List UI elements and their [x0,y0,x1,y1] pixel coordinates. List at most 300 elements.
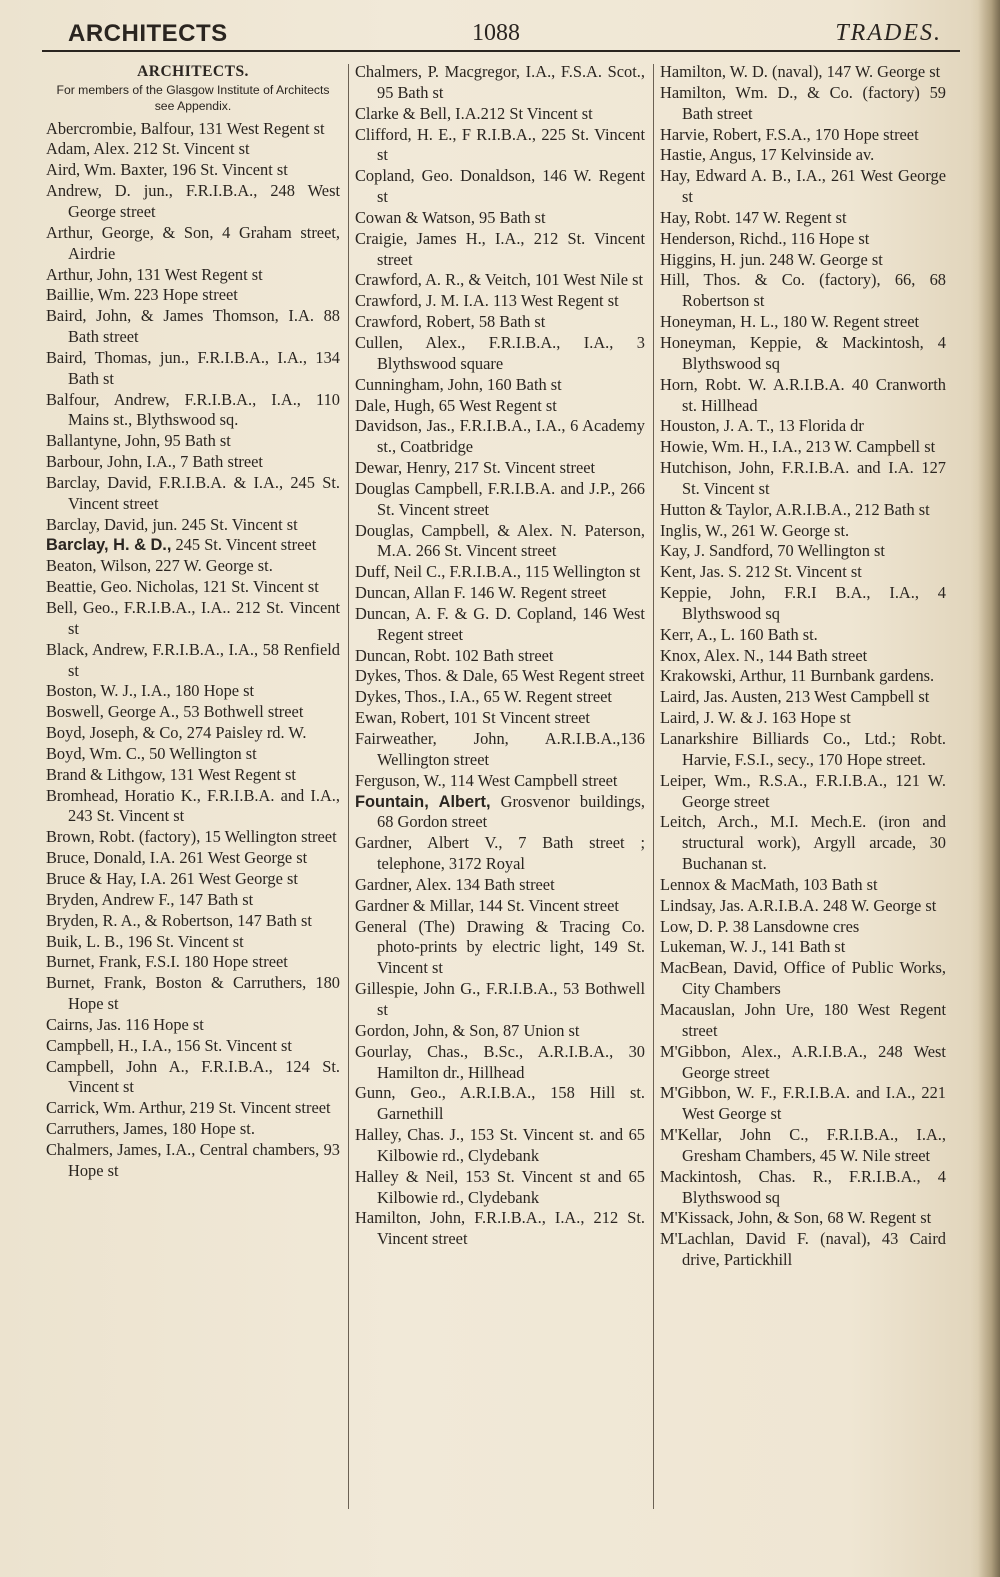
entry-name: Krakowski, Arthur, [660,666,787,686]
entry-name: Davidson, Jas., F.R.I.B.A., I.A., [355,416,566,436]
entry-address: 110 Mains st., Blythswood sq. [68,389,340,430]
directory-entry [46,1098,340,1119]
page-number: 1088 [472,20,520,46]
entry-address: 121 W. George street [682,770,946,811]
entry-name: Douglas, Campbell, & Alex. N. Paterson, M.A. [355,520,645,561]
entry-address: 212 St. Vincent st [68,598,340,638]
entry-address: 58 Bath st [474,312,546,332]
entry-name: M'Lachlan, David F. (naval), [660,1229,871,1249]
directory-entry [46,1036,340,1057]
directory-entry [46,869,340,890]
entry-address: 53 Bothwell st [377,979,645,1019]
entry-name: Boyd, Joseph, & Co, [46,723,183,743]
entry-address: 261 West George st [175,848,308,868]
entry-name: Bryden, Andrew F., [46,889,175,909]
directory-entry [660,208,946,229]
entry-name: Hamilton, W. D. (naval), [660,62,823,81]
entry-name: Hamilton, John, F.R.I.B.A., I.A., [355,1208,585,1228]
directory-entry [660,666,946,687]
entry-address: 40 Cranworth st. Hillhead [682,374,946,415]
entry-name: Dykes, Thos., I.A., [355,687,480,707]
entry-address: 3 Blythswood square [377,332,645,373]
entry-name: Barbour, John, I.A., [46,452,176,472]
directory-entry [355,229,645,271]
entry-address: 59 Bath street [682,82,946,123]
entry-name: M'Kissack, John, & Son, [660,1208,824,1228]
entry-address: 66, 68 Robertson st [682,270,947,311]
directory-entry [46,535,340,556]
directory-entry [46,932,340,953]
directory-entry [660,521,946,542]
entry-name: Bruce & Hay, I.A. [46,868,167,888]
entry-name: Carrick, Wm. Arthur, [46,1098,186,1118]
entry-name: Fairweather, John, A.R.I.B.A., [355,729,621,748]
entry-address: 116 Hope st [786,228,870,248]
entry-name: Hill, Thos. & Co. (factory), [660,270,881,290]
directory-entry [355,416,645,458]
directory-entry [660,729,946,771]
directory-entry [46,452,340,473]
directory-entry [355,729,645,771]
entry-name: Hastie, Angus, [660,145,757,165]
entry-address: 266 St. Vincent street [377,478,645,519]
column-divider [653,64,654,1509]
entry-address: 88 Bath street [68,306,340,347]
entry-name: Horn, Robt. W. A.R.I.B.A. [660,374,845,394]
entry-address: 245 St. Vincent street [68,472,340,513]
entry-name: Burnet, Frank, F.S.I. [46,952,180,972]
entry-address: 103 Bath st [798,874,878,894]
running-head-section: ARCHITECTS [68,20,228,47]
entry-name: Kay, J. Sandford, [660,541,774,561]
entry-name: Baird, Thomas, jun., F.R.I.B.A., I.A., [46,347,307,367]
directory-entry [355,604,645,646]
entry-address: 116 Hope st [121,1014,204,1034]
directory-entry [355,479,645,521]
directory-entry [46,973,340,1015]
entry-address: 6 Academy st., Coatbridge [377,416,645,457]
entry-name: Higgins, H. jun. [660,249,766,269]
entry-address: 158 Hill st. Garnethill [377,1083,645,1124]
entry-name: Gordon, John, & Son, [355,1020,499,1040]
entry-address: 101 West Nile st [530,270,644,290]
directory-entry [660,541,946,562]
entry-address: 180 Hope st [68,973,340,1014]
directory-entry [660,1083,946,1125]
entry-name: Houston, J. A. T., [660,416,775,436]
entry-name: Beattie, Geo. Nicholas, [46,577,199,597]
entry-address: 245 St. Vincent st [177,514,298,534]
directory-entry [355,458,645,479]
entry-address: 4 Graham street, Airdrie [68,222,341,263]
entry-address: 131 West Regent st [194,118,325,138]
directory-entry [46,265,340,286]
directory-entry [46,1140,340,1182]
entry-name: Boyd, Wm. C., [46,743,145,763]
entry-address: 4 Blythswood sq [682,583,947,623]
entry-address: 38 Lansdowne cres [728,916,860,936]
column-divider [348,64,349,1509]
directory-entry [46,473,340,515]
entry-address: 43 Caird drive, Partickhill [682,1229,946,1270]
entry-name: Knox, Alex. N., [660,645,764,665]
entry-name: Clifford, H. E., F R.I.B.A., [355,124,536,144]
directory-entry [46,139,340,160]
directory-entry [660,333,946,375]
directory-entry [355,208,645,229]
entry-address: 248 West George street [68,181,340,221]
entry-address: 160 Bath st [482,374,562,394]
entry-name: Ballantyne, John, [46,431,161,451]
entry-address: 266 St. Vincent street [411,541,557,561]
directory-entry [660,812,946,875]
directory-entry [660,250,946,271]
directory-entry [660,62,946,83]
directory-entry [355,1021,645,1042]
directory-entry [355,1208,645,1250]
directory-entry [46,640,340,682]
entry-address: 7 Bath street ; telephone, 3172 Royal [377,833,646,874]
directory-entry [355,62,645,104]
entry-name: Bromhead, Horatio K., F.R.I.B.A. and I.A., [46,785,340,805]
entry-address: 68 W. Regent st [823,1208,932,1228]
directory-entry [46,848,340,869]
entry-address: 227 W. George st. [151,556,273,576]
entry-name: Leitch, Arch., M.I. Mech.E. (iron and structural work), [660,812,946,853]
section-title: ARCHITECTS. [137,63,249,80]
entry-name: Adam, Alex. [46,139,130,159]
entry-address: 113 West Regent st [488,291,619,311]
entry-name: Hay, Robt. [660,207,731,227]
page-header [42,16,960,50]
entry-name: Cunningham, John, [355,374,483,394]
directory-entry [660,917,946,938]
entry-name: Lennox & MacMath, [660,874,799,894]
directory-entry [46,744,340,765]
entry-address: 261 W. George st. [727,520,850,540]
entry-name: Baillie, Wm. [46,285,130,305]
entry-address: 261 West George st [166,868,298,888]
entry-address: 147 W. Regent st [730,207,847,227]
directory-entry [660,83,946,125]
entry-address: 212 St. Vincent street [377,228,645,269]
entry-name: Halley, Chas. J., [355,1125,465,1145]
entry-name: Gardner, Albert V., [355,833,503,853]
entry-address: 163 Hope st [767,708,851,728]
entry-name: Cullen, Alex., F.R.I.B.A., I.A., [355,332,614,352]
entry-name: Howie, Wm. H., I.A., [660,437,802,457]
entry-name: Cowan & Watson, [355,207,475,227]
entry-name: Henderson, Richd., [660,228,787,248]
entry-address: 146 West Regent street [377,603,645,644]
entry-address: 180 Hope st [170,681,255,701]
entry-address: 147 Bath st [233,910,312,930]
entry-address: 87 Union st [498,1020,580,1040]
entry-name: Douglas Campbell, F.R.I.B.A. and J.P., [355,478,616,498]
entry-name: Bryden, R. A., & Robertson, [46,910,234,930]
directory-entry [355,1125,645,1167]
entry-name: Baird, John, & James Thomson, I.A. [46,306,314,326]
entry-name: Barclay, David, F.R.I.B.A. & I.A., [46,472,284,492]
entry-address: 124 St. Vincent st [68,1056,340,1097]
directory-entry [46,390,340,432]
entry-address: 156 St. Vincent st [171,1035,292,1055]
entry-name: Campbell, H., I.A., [46,1035,172,1055]
entry-name: Buik, L. B., [46,931,124,951]
entry-address: 213 W. Campbell st [801,437,936,457]
entry-name: Laird, Jas. Austen, [660,687,782,707]
directory-entry [660,646,946,667]
entry-address: 13 Florida dr [774,416,864,436]
entry-address: 223 Hope street [129,285,238,305]
directory-entry [46,348,340,390]
entry-name: Arthur, John, [46,264,133,284]
entry-address: 180 Hope st. [167,1119,255,1139]
entry-name: Dewar, Henry, [355,458,451,478]
entry-name: Barclay, H. & D., [46,536,172,555]
entry-address: 212 St Vincent st [480,103,593,123]
directory-entry [660,875,946,896]
directory-entry [46,786,340,828]
entry-address: 70 Wellington st [773,541,885,561]
entry-name: Keppie, John, F.R.I B.A., I.A., [660,583,919,603]
directory-entry [46,223,340,265]
entry-address: 225 St. Vincent st [377,124,646,165]
directory-entry [660,583,946,625]
entry-address: 102 Bath street [450,645,554,665]
entry-name: Bell, Geo., F.R.I.B.A., I.A.. [46,598,231,617]
entry-name: Inglis, W., [660,520,728,540]
entry-name: Kent, Jas. S. [660,562,742,582]
directory-entry [355,270,645,291]
section-note: For members of the Glasgow Institute of Architects see Appendix. [56,83,330,114]
entry-address: 212 St. Vincent st [741,562,862,582]
entry-name: Lukeman, W. J., [660,937,767,957]
entry-name: Burnet, Frank, Boston & Carruthers, [46,973,307,993]
running-head-category: TRADES. [835,20,942,46]
entry-name: M'Gibbon, Alex., A.R.I.B.A., [660,1041,867,1061]
entry-address: 146 W. Regent street [465,583,607,603]
entry-name: Bruce, Donald, I.A. [46,848,176,868]
entry-name: Cairns, Jas. [46,1014,122,1034]
entry-name: Copland, Geo. Donaldson, [355,166,536,186]
directory-entry [46,723,340,744]
entry-address: 58 Renfield st [68,639,340,680]
entry-address: 170 Hope street [810,124,919,144]
directory-entry [660,166,946,208]
entry-address: 4 Blythswood sq [682,1166,946,1207]
entry-address: 274 Paisley rd. W. [182,723,307,743]
entry-name: Craigie, James H., I.A., [355,228,525,248]
entry-name: Hamilton, Wm. D., & Co. (factory) [660,82,920,102]
entry-name: M'Gibbon, W. F., F.R.I.B.A. and I.A., [660,1083,916,1103]
entry-address: 141 Bath st [766,937,846,957]
entry-address: 212 St. Vincent street [377,1208,645,1249]
directory-entry [660,500,946,521]
directory-entry [46,1057,340,1099]
column-1 [46,62,340,1562]
directory-entry [355,875,645,896]
entry-name: Honeyman, Keppie, & Mackintosh, [660,332,924,352]
entry-address: 131 West Regent st [132,264,263,284]
directory-entry [660,625,946,646]
entry-list [46,119,340,1182]
entry-name: Clarke & Bell, I.A. [355,103,481,123]
entry-address: 131 West Regent st [165,764,296,784]
entry-address: 65 West Regent st [434,395,557,415]
entry-name: Chalmers, James, I.A., [46,1139,196,1159]
directory-entry [660,1229,946,1271]
directory-entry [355,375,645,396]
entry-address: 248 W. George st [765,249,883,269]
entry-address: 217 St. Vincent street [450,458,596,478]
directory-entry [355,792,645,834]
entry-name: Boswell, George A., [46,702,180,722]
entry-name: Gourlay, Chas., B.Sc., A.R.I.B.A., [355,1041,614,1061]
directory-entry [355,1167,645,1209]
entry-address: 243 St. Vincent st [68,806,185,826]
entry-address: 248 West George street [682,1041,946,1082]
entry-name: Ferguson, W., [355,770,446,790]
entry-name: Aird, Wm. Baxter, [46,160,168,180]
directory-entry [46,160,340,181]
directory-entry [660,562,946,583]
entry-address: 196 St. Vincent st [123,931,244,951]
entry-address: 95 Bath st [160,431,231,451]
directory-entry [355,125,645,167]
entry-name: Crawford, J. M. I.A. [355,291,489,311]
entry-address: 196 St. Vincent st [167,160,288,180]
directory-entry [660,229,946,250]
entry-name: Duncan, Robt. [355,645,451,665]
entry-address: 17 Kelvinside av. [756,145,875,165]
directory-entry [355,1083,645,1125]
entry-name: Duff, Neil C., F.R.I.B.A., [355,562,521,582]
entry-name: Abercrombie, Balfour, [46,118,195,138]
entry-address: 248 W. George st [818,895,937,915]
directory-entry [660,416,946,437]
entry-name: Brown, Robt. (factory), [46,827,201,847]
directory-entry [46,577,340,598]
book-spine-shadow [978,0,1000,1577]
entry-name: Boston, W. J., I.A., [46,681,171,701]
entry-address: 114 West Campbell street [445,770,618,790]
entry-name: Gardner & Millar, [355,895,475,915]
directory-entry [355,166,645,208]
directory-entry [660,1042,946,1084]
directory-entry [355,562,645,583]
entry-name: Chalmers, P. Macgregor, I.A., F.S.A. Scot., [355,62,645,81]
directory-entry [355,646,645,667]
directory-entry [660,270,946,312]
entry-address: Gresham Chambers, 45 W. Nile street [682,1145,931,1165]
entry-name: Laird, J. W. & J. [660,708,768,728]
directory-entry [46,556,340,577]
directory-entry [660,437,946,458]
entry-address: City Chambers [682,979,781,999]
entry-address: 147 Bath st [174,889,254,909]
entry-address: 160 Bath st. [734,624,818,644]
entry-name: Kerr, A., L. [660,624,735,644]
directory-entry [46,306,340,348]
entry-name: Brand & Lithgow, [46,764,166,784]
entry-address: 121 St. Vincent st [198,577,319,597]
directory-entry [660,1208,946,1229]
entry-name: Dale, Hugh, [355,395,435,415]
entry-name: Balfour, Andrew, F.R.I.B.A., I.A., [46,389,301,409]
entry-list [355,62,645,1250]
entry-name: Hutton & Taylor, A.R.I.B.A., [660,499,851,519]
directory-entry [660,458,946,500]
entry-name: Macauslan, John Ure, [660,999,815,1019]
entry-address: 180 W. Regent street [778,312,920,332]
entry-name: Honeyman, H. L., [660,312,779,332]
directory-entry [46,119,340,140]
directory-entry [355,312,645,333]
entry-address: 95 Bath st [377,82,444,102]
directory-entry [46,911,340,932]
directory-entry [355,396,645,417]
entry-address: 11 Burnbank gardens. [786,666,935,686]
entry-address: 219 St. Vincent street [185,1098,331,1118]
entry-name: Gunn, Geo., A.R.I.B.A., [355,1083,536,1103]
entry-address: 153 St. Vincent st. and 65 Kilbowie rd., Clydebank [377,1125,645,1165]
entry-address: 127 St. Vincent st [682,458,946,498]
entry-name: Duncan, A. F. & G. D. Copland, [355,603,577,623]
entry-address: 213 West Campbell st [781,687,930,707]
directory-entry [355,833,645,875]
entry-name: Dykes, Thos. & Dale, [355,666,498,686]
entry-address: 101 St Vincent street [449,708,590,728]
directory-entry [46,827,340,848]
column-2 [355,62,645,1562]
entry-address: 212 Bath st [850,499,930,519]
directory-entry [660,1167,946,1209]
entry-address: 15 Wellington street [200,827,337,847]
directory-entry [355,896,645,917]
directory-entry [46,765,340,786]
directory-entry [660,771,946,813]
entry-name: Andrew, D. jun., F.R.I.B.A., [46,181,258,201]
entry-name: General (The) Drawing & Tracing Co. [355,916,645,936]
entry-address: 7 Bath street [176,452,263,472]
entry-address: 147 W. George st [822,62,941,81]
directory-entry [355,979,645,1021]
entry-address: 53 Bothwell street [179,702,304,722]
directory-entry [660,375,946,417]
entry-address: 95 Bath st [474,207,546,227]
directory-entry [355,583,645,604]
entry-name: Crawford, Robert, [355,312,475,332]
entry-address: 261 West George st [682,166,946,207]
directory-entry [46,1119,340,1140]
directory-entry [46,890,340,911]
column-3 [660,62,946,1562]
entry-address: 4 Blythswood sq [682,332,946,373]
entry-address: 115 Wellington st [520,562,641,582]
directory-entry [355,291,645,312]
entry-name: Hay, Edward A. B., I.A., [660,166,826,186]
entry-name: Lanarkshire Billiards Co., Ltd.; [660,729,896,748]
entry-name: Carruthers, James, [46,1119,168,1139]
directory-entry [46,1015,340,1036]
directory-entry [660,125,946,146]
entry-name: Duncan, Allan F. [355,583,466,603]
entry-address: Robt. Harvie, F.S.I., secy., 170 Hope street. [682,729,946,769]
directory-entry [46,285,340,306]
entry-name: Barclay, David, jun. [46,514,178,534]
directory-entry [660,312,946,333]
